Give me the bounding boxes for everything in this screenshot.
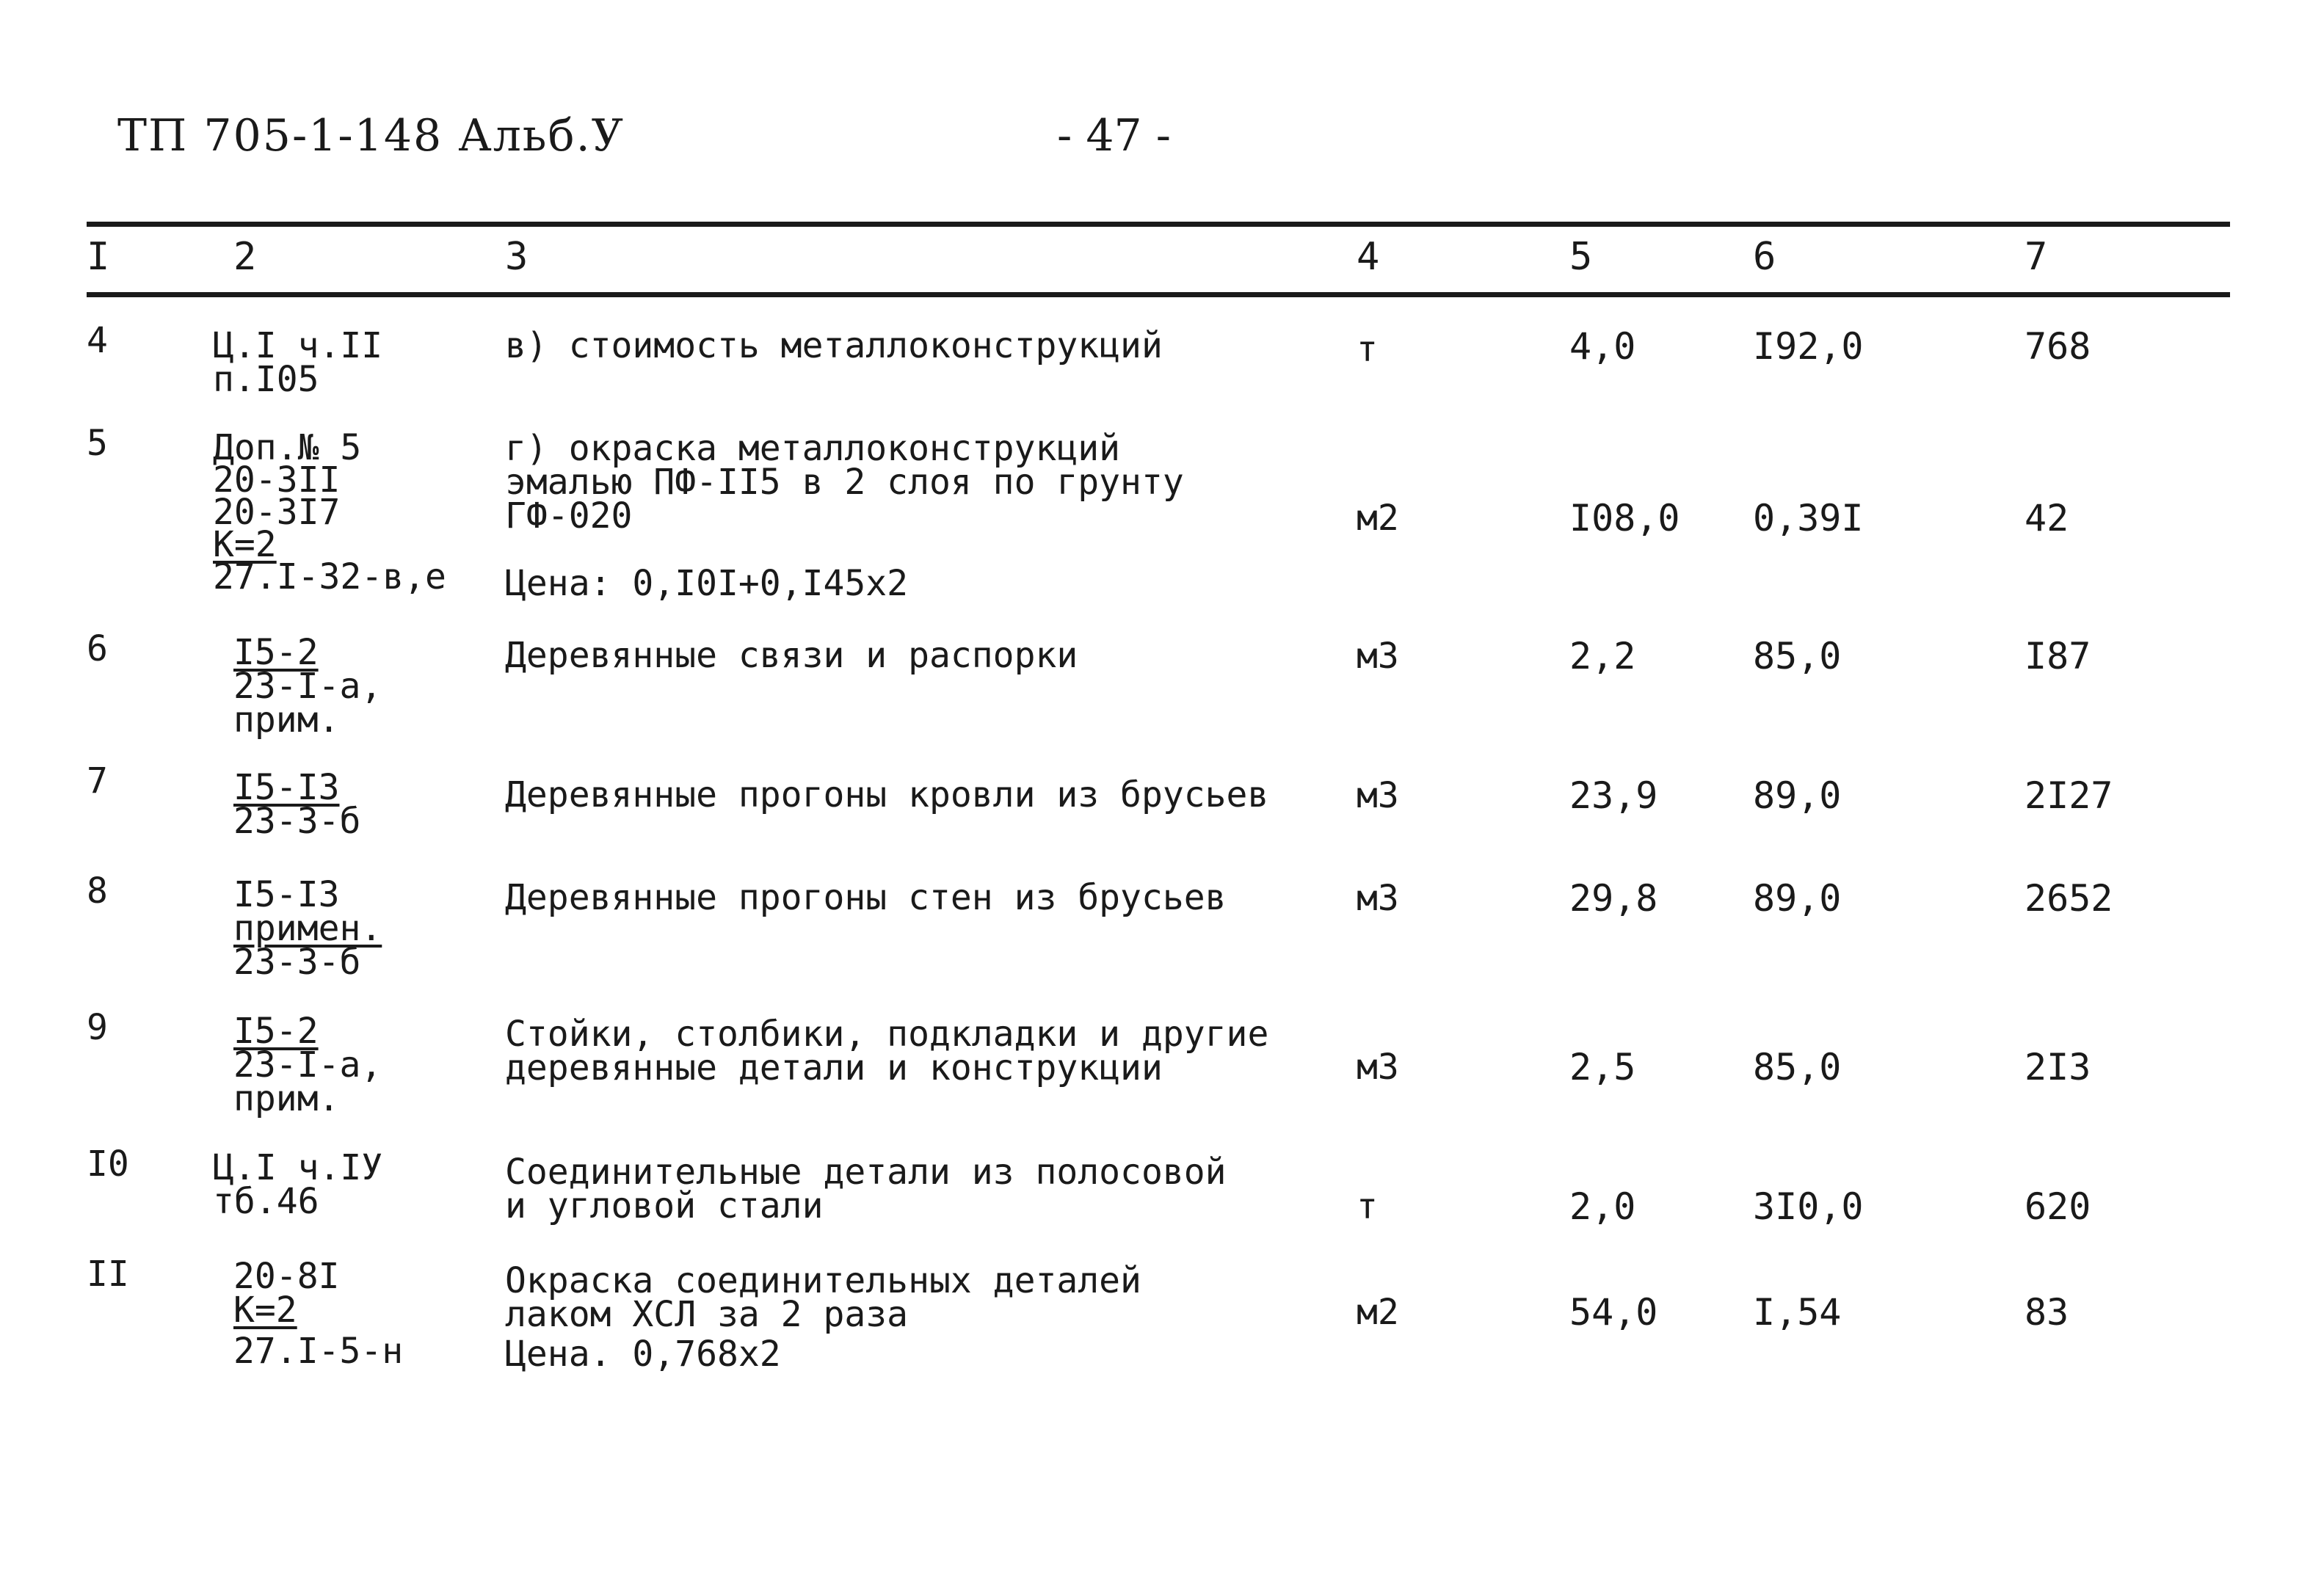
row-price: I92,0 (1753, 325, 1864, 368)
row-description (505, 325, 1163, 366)
row-quantity: 4,0 (1569, 325, 1636, 368)
row-unit: м3 (1357, 636, 1399, 677)
reference-line: прим. (233, 1078, 340, 1119)
reference-line: Доп.№ 5 (213, 427, 362, 468)
row-quantity: 23,9 (1569, 774, 1658, 817)
row-price: 89,0 (1753, 774, 1842, 817)
column-header-2: 2 (233, 235, 257, 279)
row-unit: м2 (1357, 498, 1399, 539)
row-unit: т (1357, 1186, 1378, 1227)
reference-line: 23-3-б (233, 801, 361, 842)
description-line: Окраска соединительных деталей (505, 1260, 1141, 1301)
reference-line: I5-I3 (233, 767, 340, 808)
row-total: 2I27 (2025, 774, 2113, 817)
row-number: 9 (87, 1007, 108, 1048)
reference-line: К=2 (213, 524, 277, 565)
page-header (117, 110, 2246, 176)
reference-line: п.I05 (213, 359, 319, 400)
table-header-rule (87, 292, 2230, 297)
description-line: в) стоимость металлоконструкций (505, 325, 1163, 366)
row-total: 83 (2025, 1291, 2069, 1334)
description-line: и угловой стали (505, 1185, 824, 1226)
row-price: 85,0 (1753, 1046, 1842, 1088)
row-unit: м3 (1357, 1047, 1399, 1088)
reference-line: 20-3II (213, 459, 341, 501)
row-quantity: 2,2 (1569, 635, 1636, 677)
reference-line: Ц.I ч.IУ (213, 1147, 383, 1188)
row-description (505, 1260, 1141, 1375)
row-description (505, 1152, 1227, 1226)
description-line: Деревянные прогоны стен из брусьев (505, 877, 1227, 918)
row-number: 8 (87, 870, 108, 912)
row-description (505, 635, 1078, 676)
row-unit: м2 (1357, 1292, 1399, 1333)
row-total: 2I3 (2025, 1046, 2091, 1088)
description-line: эмалью ПФ-II5 в 2 слоя по грунту (505, 462, 1184, 503)
document-code: ТП 705-1-148 Альб.У (117, 110, 625, 161)
row-unit: т (1357, 329, 1378, 370)
row-reference (233, 632, 382, 741)
row-price: 85,0 (1753, 635, 1842, 677)
reference-line: 23-I-а, (233, 666, 382, 707)
row-description (505, 774, 1269, 815)
description-line: Деревянные прогоны кровли из брусьев (505, 774, 1269, 815)
row-reference (213, 427, 446, 597)
row-quantity: I08,0 (1569, 497, 1680, 539)
row-reference (233, 767, 361, 842)
row-reference (233, 1011, 382, 1119)
row-number: 4 (87, 320, 108, 361)
reference-line: 27.I-5-н (233, 1331, 404, 1372)
reference-line: 23-I-а, (233, 1044, 382, 1086)
row-quantity: 54,0 (1569, 1291, 1658, 1334)
page-number: - 47 - (1057, 110, 1172, 161)
row-number: 6 (87, 628, 108, 669)
row-reference (233, 874, 382, 983)
reference-line: тб.46 (213, 1181, 319, 1222)
description-line: г) окраска металлоконструкций (505, 428, 1121, 469)
row-description (505, 1014, 1269, 1088)
row-quantity: 29,8 (1569, 877, 1658, 920)
description-line: лаком ХСЛ за 2 раза (505, 1294, 909, 1335)
reference-line: I5-2 (233, 632, 319, 673)
row-reference (233, 1256, 404, 1372)
reference-line: К=2 (233, 1290, 297, 1331)
row-total: I87 (2025, 635, 2091, 677)
reference-line: 23-3-б (233, 942, 361, 983)
row-number: II (87, 1254, 129, 1295)
column-header-3: 3 (505, 235, 529, 279)
row-reference (213, 325, 383, 400)
row-unit: м3 (1357, 775, 1399, 816)
reference-line: I5-I3 (233, 874, 340, 915)
reference-line: 20-8I (233, 1256, 340, 1297)
reference-line: прим. (233, 699, 340, 741)
description-line: Стойки, столбики, подкладки и другие (505, 1014, 1269, 1055)
description-line: Цена. 0,768х2 (505, 1334, 781, 1375)
row-quantity: 2,0 (1569, 1185, 1636, 1228)
reference-line: I5-2 (233, 1011, 319, 1052)
reference-line: примен. (233, 908, 382, 949)
table-top-rule (87, 222, 2230, 227)
row-number: 7 (87, 760, 108, 801)
column-header-7: 7 (2025, 235, 2048, 279)
reference-line: 20-3I7 (213, 492, 341, 533)
row-number: 5 (87, 423, 108, 464)
row-number: I0 (87, 1143, 129, 1185)
row-price: 3I0,0 (1753, 1185, 1864, 1228)
description-line: ГФ-020 (505, 495, 633, 537)
column-header-4: 4 (1357, 235, 1380, 279)
column-header-1: I (87, 235, 110, 279)
row-total: 620 (2025, 1185, 2091, 1228)
row-quantity: 2,5 (1569, 1046, 1636, 1088)
row-price: 89,0 (1753, 877, 1842, 920)
reference-line: Ц.I ч.II (213, 325, 383, 366)
row-price: 0,39I (1753, 497, 1864, 539)
column-header-5: 5 (1569, 235, 1593, 279)
row-total: 2652 (2025, 877, 2113, 920)
description-line: Соединительные детали из полосовой (505, 1152, 1227, 1193)
row-unit: м3 (1357, 878, 1399, 919)
description-line: Деревянные связи и распорки (505, 635, 1078, 676)
row-total: 768 (2025, 325, 2091, 368)
row-description (505, 428, 1184, 604)
row-description (505, 877, 1227, 918)
row-reference (213, 1147, 383, 1222)
description-line: Цена: 0,I0I+0,I45х2 (505, 563, 909, 604)
reference-line: 27.I-32-в,е (213, 556, 446, 597)
column-header-6: 6 (1753, 235, 1776, 279)
row-price: I,54 (1753, 1291, 1842, 1334)
description-line: деревянные детали и конструкции (505, 1047, 1163, 1088)
row-total: 42 (2025, 497, 2069, 539)
